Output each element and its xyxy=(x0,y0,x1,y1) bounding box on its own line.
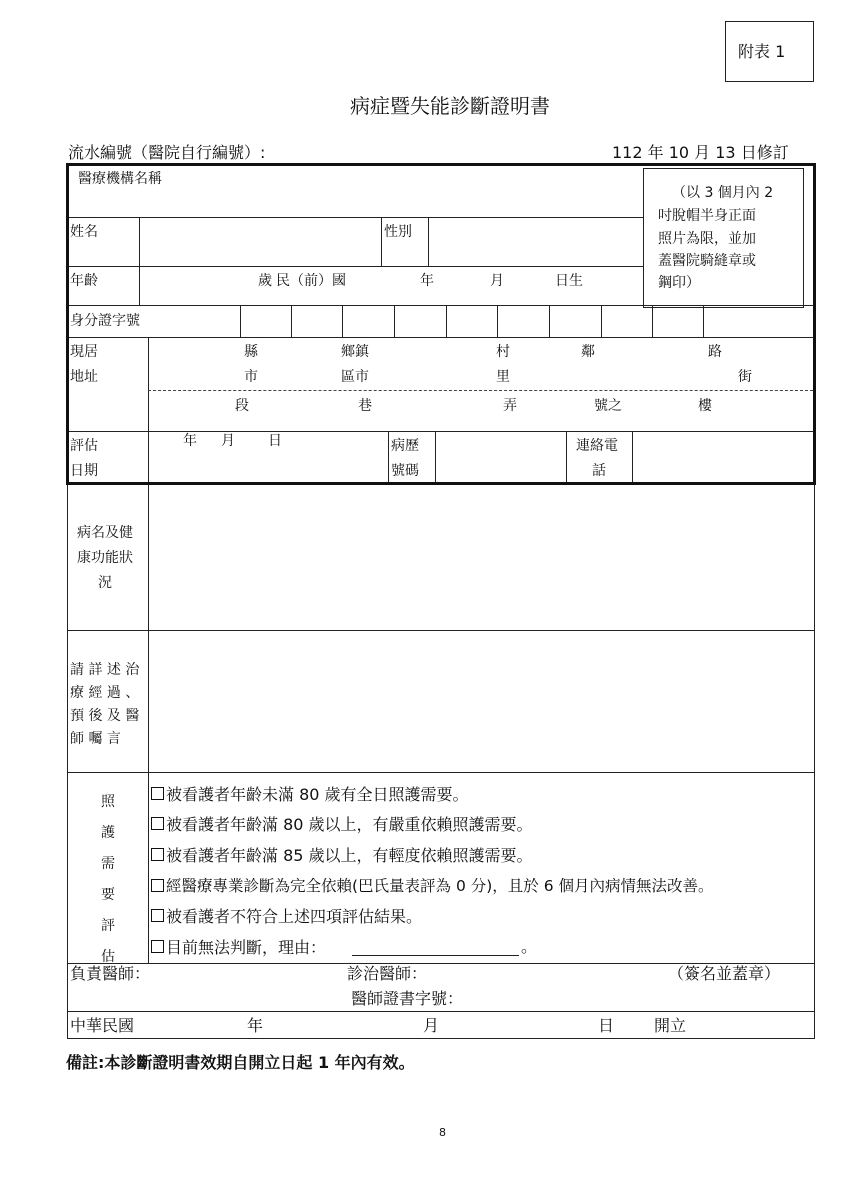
addr-lane: 巷 xyxy=(358,398,372,414)
care-option-6[interactable]: 目前無法判斷，理由： xyxy=(151,934,326,958)
serial-label: 流水編號（醫院自行編號）: xyxy=(68,143,266,162)
addr-section: 段 xyxy=(235,398,249,414)
photo-note-2: 吋脫帽半身正面 xyxy=(658,208,756,224)
page-number: 8 xyxy=(439,1126,446,1139)
responsible-doctor-label: 負責醫師： xyxy=(70,964,151,983)
care-option-3[interactable]: 被看護者年齡滿 85 歲以上，有輕度依賴照護需要。 xyxy=(151,842,533,866)
page-title: 病症暨失能診斷證明書 xyxy=(350,94,550,118)
treatment-label-2: 療 經 過 、 xyxy=(70,685,140,701)
assess-date-label-2: 日期 xyxy=(70,463,98,479)
assess-day-unit: 日 xyxy=(268,433,282,449)
id-number-label: 身分證字號 xyxy=(70,313,140,329)
checkbox-icon[interactable] xyxy=(151,848,164,861)
age-label: 年齡 xyxy=(70,273,98,289)
addr-village: 村 xyxy=(496,344,510,360)
treatment-label-1: 請 詳 述 治 xyxy=(70,662,140,678)
checkbox-icon[interactable] xyxy=(151,787,164,800)
assess-date-label-1: 評估 xyxy=(70,438,98,454)
care-option-4[interactable]: 經醫療專業診斷為完全依賴(巴氏量表評為 0 分)，且於 6 個月內病情無法改善。 xyxy=(151,873,714,897)
addr-li: 里 xyxy=(496,369,510,385)
addr-county: 縣 xyxy=(244,344,258,360)
care-option-2[interactable]: 被看護者年齡滿 80 歲以上，有嚴重依賴照護需要。 xyxy=(151,811,533,835)
license-number-label: 醫師證書字號： xyxy=(351,989,464,1008)
phone-label-2: 話 xyxy=(592,463,606,479)
appendix-label: 附表 1 xyxy=(738,42,786,61)
addr-neighborhood: 鄰 xyxy=(581,344,595,360)
checkbox-icon[interactable] xyxy=(151,817,164,830)
care-label-3: 需 xyxy=(101,856,115,872)
care-label-2: 護 xyxy=(101,825,115,841)
institution-label: 醫療機構名稱 xyxy=(78,171,162,187)
diagnosis-label-3: 況 xyxy=(98,575,112,591)
addr-township: 鄉鎮 xyxy=(341,344,369,360)
revision-date: 112 年 10 月 13 日修訂 xyxy=(612,143,789,162)
addr-district: 區市 xyxy=(341,369,369,385)
phone-label-1: 連絡電 xyxy=(576,438,618,454)
diagnosis-label-2: 康功能狀 xyxy=(77,550,133,566)
reason-end-mark: 。 xyxy=(521,937,538,956)
chart-number-label-2: 號碼 xyxy=(391,463,419,479)
gender-label: 性別 xyxy=(384,224,412,240)
age-unit: 歲 xyxy=(258,273,272,289)
address-label-1: 現居 xyxy=(70,344,98,360)
care-label-5: 評 xyxy=(101,918,115,934)
roc-label: 中華民國 xyxy=(70,1016,135,1035)
birth-year-unit: 年 xyxy=(420,273,434,289)
care-option-5[interactable]: 被看護者不符合上述四項評估結果。 xyxy=(151,903,422,927)
addr-alley: 弄 xyxy=(503,398,517,414)
care-label-1: 照 xyxy=(101,794,115,810)
care-label-6: 估 xyxy=(101,949,115,965)
addr-street: 街 xyxy=(738,369,752,385)
address-label-2: 地址 xyxy=(70,369,98,385)
reason-underline[interactable] xyxy=(352,955,519,956)
treatment-label-4: 師 囑 言 xyxy=(70,731,121,747)
remark: 備註:本診斷證明書效期自開立日起 1 年內有效。 xyxy=(66,1053,415,1072)
diagnosis-label-1: 病名及健 xyxy=(77,525,133,541)
checkbox-icon[interactable] xyxy=(151,940,164,953)
addr-city: 市 xyxy=(244,369,258,385)
chart-number-label-1: 病歷 xyxy=(391,438,419,454)
addr-number: 號之 xyxy=(594,398,622,414)
issued-label: 開立 xyxy=(654,1016,687,1035)
photo-note-3: 照片為限，並加 xyxy=(658,231,756,247)
issue-day-unit: 日 xyxy=(598,1016,615,1035)
checkbox-icon[interactable] xyxy=(151,879,164,892)
name-label: 姓名 xyxy=(70,224,98,240)
photo-note-1: （以 3 個月內 2 xyxy=(672,185,774,201)
care-label-4: 要 xyxy=(101,887,115,903)
photo-note-5: 鋼印） xyxy=(658,275,700,291)
issue-month-unit: 月 xyxy=(423,1016,440,1035)
sign-note: （簽名並蓋章） xyxy=(668,964,781,983)
assess-month-unit: 月 xyxy=(221,433,235,449)
treatment-label-3: 預 後 及 醫 xyxy=(70,708,140,724)
checkbox-icon[interactable] xyxy=(151,909,164,922)
addr-road: 路 xyxy=(708,344,722,360)
birth-era: 民（前）國 xyxy=(276,273,346,289)
attending-doctor-label: 診治醫師： xyxy=(347,964,428,983)
care-option-1[interactable]: 被看護者年齡未滿 80 歲有全日照護需要。 xyxy=(151,781,469,805)
photo-note-4: 蓋醫院騎縫章或 xyxy=(658,253,756,269)
issue-year-unit: 年 xyxy=(247,1016,264,1035)
addr-floor: 樓 xyxy=(698,398,712,414)
assess-year-unit: 年 xyxy=(183,433,197,449)
birth-day-unit: 日生 xyxy=(555,273,583,289)
birth-month-unit: 月 xyxy=(490,273,504,289)
